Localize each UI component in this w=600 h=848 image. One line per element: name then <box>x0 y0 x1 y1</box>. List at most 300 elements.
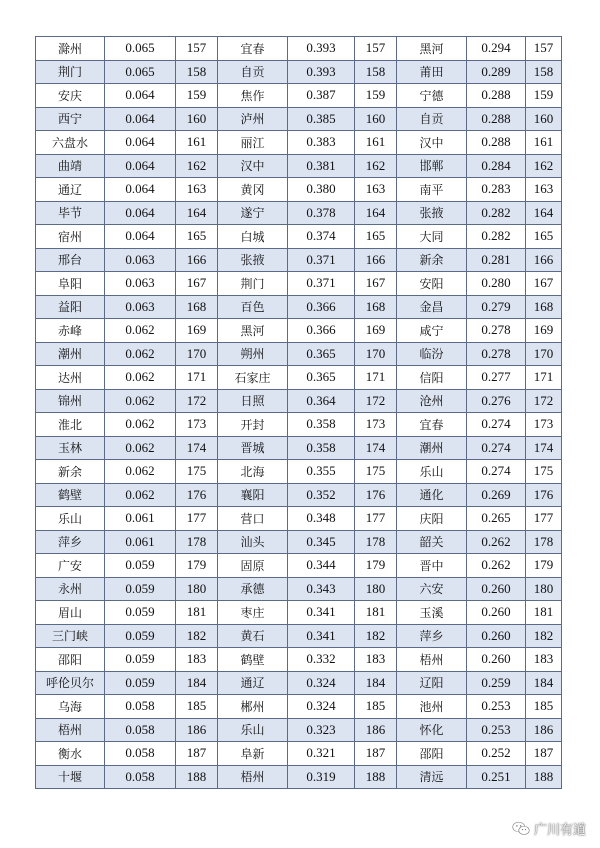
cell-city: 襄阳 <box>218 483 288 507</box>
cell-city: 通辽 <box>218 671 288 695</box>
cell-rank: 170 <box>176 342 218 366</box>
cell-score: 0.058 <box>105 765 176 789</box>
cell-score: 0.288 <box>467 131 526 155</box>
cell-city: 庆阳 <box>397 507 467 531</box>
table-row <box>36 225 562 249</box>
cell-rank: 162 <box>526 154 562 178</box>
cell-city: 宜春 <box>218 37 288 61</box>
cell-score: 0.276 <box>467 389 526 413</box>
cell-city: 黄石 <box>218 624 288 648</box>
cell-city: 韶关 <box>397 530 467 554</box>
cell-rank: 164 <box>355 201 397 225</box>
cell-score: 0.281 <box>467 248 526 272</box>
cell-rank: 186 <box>355 718 397 742</box>
cell-score: 0.274 <box>467 436 526 460</box>
cell-score: 0.062 <box>105 460 176 484</box>
cell-city: 三门峡 <box>36 624 105 648</box>
cell-score: 0.279 <box>467 295 526 319</box>
cell-rank: 160 <box>526 107 562 131</box>
cell-city: 安庆 <box>36 84 105 108</box>
table-row <box>36 154 562 178</box>
cell-city: 十堰 <box>36 765 105 789</box>
cell-city: 枣庄 <box>218 601 288 625</box>
cell-score: 0.252 <box>467 742 526 766</box>
cell-score: 0.061 <box>105 507 176 531</box>
cell-city: 安阳 <box>397 272 467 296</box>
cell-score: 0.282 <box>467 201 526 225</box>
cell-score: 0.366 <box>288 295 355 319</box>
cell-rank: 171 <box>355 366 397 390</box>
cell-score: 0.393 <box>288 60 355 84</box>
cell-score: 0.059 <box>105 624 176 648</box>
cell-city: 晋城 <box>218 436 288 460</box>
cell-city: 张掖 <box>218 248 288 272</box>
cell-city: 清远 <box>397 765 467 789</box>
cell-city: 承德 <box>218 577 288 601</box>
cell-score: 0.062 <box>105 389 176 413</box>
cell-rank: 174 <box>355 436 397 460</box>
table-row <box>36 178 562 202</box>
cell-score: 0.262 <box>467 530 526 554</box>
cell-score: 0.274 <box>467 413 526 437</box>
cell-score: 0.262 <box>467 554 526 578</box>
cell-rank: 168 <box>355 295 397 319</box>
cell-city: 通辽 <box>36 178 105 202</box>
cell-score: 0.059 <box>105 554 176 578</box>
cell-score: 0.064 <box>105 154 176 178</box>
cell-rank: 173 <box>176 413 218 437</box>
cell-rank: 181 <box>355 601 397 625</box>
cell-rank: 164 <box>526 201 562 225</box>
cell-rank: 174 <box>526 436 562 460</box>
cell-score: 0.366 <box>288 319 355 343</box>
cell-score: 0.260 <box>467 577 526 601</box>
cell-score: 0.062 <box>105 319 176 343</box>
ranking-table <box>35 36 562 789</box>
cell-rank: 166 <box>355 248 397 272</box>
cell-city: 黑河 <box>397 37 467 61</box>
cell-rank: 176 <box>526 483 562 507</box>
cell-score: 0.251 <box>467 765 526 789</box>
cell-score: 0.058 <box>105 742 176 766</box>
table-row <box>36 319 562 343</box>
cell-city: 乐山 <box>397 460 467 484</box>
cell-city: 梧州 <box>218 765 288 789</box>
cell-city: 固原 <box>218 554 288 578</box>
cell-score: 0.058 <box>105 695 176 719</box>
cell-score: 0.365 <box>288 366 355 390</box>
cell-score: 0.341 <box>288 624 355 648</box>
cell-city: 阜新 <box>218 742 288 766</box>
cell-score: 0.355 <box>288 460 355 484</box>
cell-score: 0.063 <box>105 272 176 296</box>
cell-score: 0.319 <box>288 765 355 789</box>
cell-rank: 177 <box>176 507 218 531</box>
cell-score: 0.064 <box>105 225 176 249</box>
cell-rank: 179 <box>526 554 562 578</box>
table-row <box>36 695 562 719</box>
cell-score: 0.253 <box>467 695 526 719</box>
cell-rank: 183 <box>526 648 562 672</box>
cell-city: 张掖 <box>397 201 467 225</box>
cell-score: 0.061 <box>105 530 176 554</box>
cell-rank: 183 <box>355 648 397 672</box>
cell-rank: 186 <box>526 718 562 742</box>
cell-score: 0.059 <box>105 577 176 601</box>
cell-rank: 165 <box>355 225 397 249</box>
cell-rank: 168 <box>176 295 218 319</box>
cell-rank: 168 <box>526 295 562 319</box>
cell-rank: 158 <box>526 60 562 84</box>
table-row <box>36 342 562 366</box>
cell-city: 乌海 <box>36 695 105 719</box>
cell-score: 0.380 <box>288 178 355 202</box>
cell-score: 0.062 <box>105 413 176 437</box>
cell-rank: 185 <box>176 695 218 719</box>
cell-city: 焦作 <box>218 84 288 108</box>
cell-score: 0.274 <box>467 460 526 484</box>
cell-score: 0.253 <box>467 718 526 742</box>
cell-rank: 161 <box>526 131 562 155</box>
cell-score: 0.282 <box>467 225 526 249</box>
cell-score: 0.260 <box>467 601 526 625</box>
cell-city: 北海 <box>218 460 288 484</box>
cell-city: 遂宁 <box>218 201 288 225</box>
table-row <box>36 671 562 695</box>
cell-rank: 171 <box>526 366 562 390</box>
cell-city: 荆门 <box>218 272 288 296</box>
cell-rank: 161 <box>176 131 218 155</box>
cell-rank: 176 <box>176 483 218 507</box>
cell-rank: 164 <box>176 201 218 225</box>
cell-rank: 170 <box>526 342 562 366</box>
cell-rank: 181 <box>176 601 218 625</box>
cell-score: 0.288 <box>467 84 526 108</box>
cell-rank: 162 <box>355 154 397 178</box>
cell-score: 0.385 <box>288 107 355 131</box>
cell-city: 营口 <box>218 507 288 531</box>
cell-score: 0.280 <box>467 272 526 296</box>
cell-rank: 188 <box>176 765 218 789</box>
cell-rank: 178 <box>355 530 397 554</box>
cell-rank: 172 <box>355 389 397 413</box>
cell-rank: 159 <box>526 84 562 108</box>
table-row <box>36 483 562 507</box>
table-row <box>36 131 562 155</box>
cell-score: 0.278 <box>467 319 526 343</box>
cell-city: 毕节 <box>36 201 105 225</box>
cell-rank: 178 <box>176 530 218 554</box>
cell-city: 邢台 <box>36 248 105 272</box>
cell-rank: 181 <box>526 601 562 625</box>
table-body <box>36 37 562 789</box>
table-row <box>36 436 562 460</box>
cell-city: 呼伦贝尔 <box>36 671 105 695</box>
cell-rank: 167 <box>176 272 218 296</box>
cell-score: 0.283 <box>467 178 526 202</box>
cell-score: 0.265 <box>467 507 526 531</box>
cell-score: 0.062 <box>105 366 176 390</box>
cell-rank: 182 <box>176 624 218 648</box>
cell-score: 0.062 <box>105 483 176 507</box>
cell-rank: 165 <box>176 225 218 249</box>
cell-rank: 174 <box>176 436 218 460</box>
cell-score: 0.064 <box>105 178 176 202</box>
cell-city: 萍乡 <box>397 624 467 648</box>
table-row <box>36 248 562 272</box>
cell-score: 0.381 <box>288 154 355 178</box>
cell-city: 乐山 <box>36 507 105 531</box>
cell-rank: 161 <box>355 131 397 155</box>
cell-rank: 184 <box>526 671 562 695</box>
cell-city: 赤峰 <box>36 319 105 343</box>
cell-score: 0.343 <box>288 577 355 601</box>
cell-city: 辽阳 <box>397 671 467 695</box>
cell-rank: 175 <box>526 460 562 484</box>
cell-city: 咸宁 <box>397 319 467 343</box>
cell-city: 汉中 <box>397 131 467 155</box>
cell-score: 0.063 <box>105 248 176 272</box>
table-row <box>36 624 562 648</box>
cell-score: 0.059 <box>105 648 176 672</box>
cell-city: 汉中 <box>218 154 288 178</box>
cell-score: 0.278 <box>467 342 526 366</box>
cell-rank: 160 <box>355 107 397 131</box>
cell-city: 新余 <box>36 460 105 484</box>
cell-city: 自贡 <box>397 107 467 131</box>
cell-score: 0.371 <box>288 272 355 296</box>
cell-rank: 172 <box>176 389 218 413</box>
cell-city: 莆田 <box>397 60 467 84</box>
cell-rank: 175 <box>176 460 218 484</box>
table-row <box>36 107 562 131</box>
cell-score: 0.324 <box>288 671 355 695</box>
table-row <box>36 530 562 554</box>
cell-score: 0.324 <box>288 695 355 719</box>
cell-city: 大同 <box>397 225 467 249</box>
table-row <box>36 577 562 601</box>
cell-rank: 184 <box>176 671 218 695</box>
cell-city: 百色 <box>218 295 288 319</box>
cell-city: 宁德 <box>397 84 467 108</box>
cell-rank: 175 <box>355 460 397 484</box>
cell-score: 0.062 <box>105 342 176 366</box>
cell-city: 潮州 <box>36 342 105 366</box>
cell-city: 南平 <box>397 178 467 202</box>
cell-rank: 178 <box>526 530 562 554</box>
cell-city: 广安 <box>36 554 105 578</box>
cell-rank: 158 <box>176 60 218 84</box>
cell-score: 0.374 <box>288 225 355 249</box>
cell-score: 0.260 <box>467 624 526 648</box>
cell-city: 永州 <box>36 577 105 601</box>
cell-city: 眉山 <box>36 601 105 625</box>
cell-score: 0.288 <box>467 107 526 131</box>
cell-score: 0.064 <box>105 84 176 108</box>
cell-rank: 171 <box>176 366 218 390</box>
cell-rank: 185 <box>526 695 562 719</box>
cell-rank: 159 <box>176 84 218 108</box>
table-row <box>36 84 562 108</box>
cell-city: 晋中 <box>397 554 467 578</box>
cell-city: 益阳 <box>36 295 105 319</box>
cell-rank: 167 <box>526 272 562 296</box>
table-row <box>36 272 562 296</box>
cell-rank: 187 <box>526 742 562 766</box>
cell-city: 信阳 <box>397 366 467 390</box>
cell-rank: 162 <box>176 154 218 178</box>
cell-score: 0.371 <box>288 248 355 272</box>
cell-score: 0.064 <box>105 201 176 225</box>
cell-city: 郴州 <box>218 695 288 719</box>
watermark-text: 广川有道 <box>533 823 586 838</box>
cell-rank: 179 <box>176 554 218 578</box>
cell-score: 0.063 <box>105 295 176 319</box>
table-row <box>36 366 562 390</box>
cell-city: 锦州 <box>36 389 105 413</box>
cell-rank: 166 <box>176 248 218 272</box>
cell-city: 梧州 <box>36 718 105 742</box>
table-row <box>36 507 562 531</box>
cell-city: 乐山 <box>218 718 288 742</box>
cell-score: 0.064 <box>105 107 176 131</box>
cell-city: 邯郸 <box>397 154 467 178</box>
cell-rank: 177 <box>355 507 397 531</box>
cell-score: 0.393 <box>288 37 355 61</box>
cell-score: 0.269 <box>467 483 526 507</box>
cell-rank: 157 <box>526 37 562 61</box>
cell-rank: 160 <box>176 107 218 131</box>
table-row <box>36 718 562 742</box>
table-row <box>36 60 562 84</box>
table-row <box>36 554 562 578</box>
cell-city: 淮北 <box>36 413 105 437</box>
cell-score: 0.344 <box>288 554 355 578</box>
table-row <box>36 201 562 225</box>
cell-rank: 165 <box>526 225 562 249</box>
cell-score: 0.065 <box>105 37 176 61</box>
cell-rank: 169 <box>526 319 562 343</box>
cell-rank: 176 <box>355 483 397 507</box>
cell-score: 0.259 <box>467 671 526 695</box>
cell-city: 泸州 <box>218 107 288 131</box>
cell-city: 黑河 <box>218 319 288 343</box>
table-row <box>36 295 562 319</box>
cell-score: 0.332 <box>288 648 355 672</box>
cell-score: 0.358 <box>288 436 355 460</box>
watermark <box>512 819 586 838</box>
cell-city: 宿州 <box>36 225 105 249</box>
cell-rank: 169 <box>355 319 397 343</box>
cell-city: 西宁 <box>36 107 105 131</box>
cell-score: 0.065 <box>105 60 176 84</box>
cell-rank: 188 <box>526 765 562 789</box>
cell-city: 金昌 <box>397 295 467 319</box>
cell-city: 六盘水 <box>36 131 105 155</box>
table-row <box>36 742 562 766</box>
cell-city: 六安 <box>397 577 467 601</box>
cell-city: 丽江 <box>218 131 288 155</box>
cell-city: 荆门 <box>36 60 105 84</box>
table-row <box>36 601 562 625</box>
table-row <box>36 648 562 672</box>
cell-city: 衡水 <box>36 742 105 766</box>
cell-rank: 179 <box>355 554 397 578</box>
cell-rank: 172 <box>526 389 562 413</box>
cell-rank: 183 <box>176 648 218 672</box>
cell-city: 曲靖 <box>36 154 105 178</box>
cell-score: 0.364 <box>288 389 355 413</box>
cell-city: 潮州 <box>397 436 467 460</box>
cell-rank: 163 <box>176 178 218 202</box>
cell-score: 0.294 <box>467 37 526 61</box>
cell-rank: 157 <box>355 37 397 61</box>
cell-city: 通化 <box>397 483 467 507</box>
cell-city: 池州 <box>397 695 467 719</box>
cell-city: 临汾 <box>397 342 467 366</box>
cell-rank: 163 <box>355 178 397 202</box>
table-row <box>36 37 562 61</box>
cell-city: 开封 <box>218 413 288 437</box>
cell-rank: 159 <box>355 84 397 108</box>
cell-score: 0.062 <box>105 436 176 460</box>
cell-city: 玉林 <box>36 436 105 460</box>
cell-score: 0.058 <box>105 718 176 742</box>
cell-score: 0.345 <box>288 530 355 554</box>
cell-rank: 169 <box>176 319 218 343</box>
cell-rank: 186 <box>176 718 218 742</box>
cell-rank: 187 <box>355 742 397 766</box>
cell-city: 自贡 <box>218 60 288 84</box>
cell-city: 邵阳 <box>36 648 105 672</box>
cell-score: 0.289 <box>467 60 526 84</box>
cell-score: 0.352 <box>288 483 355 507</box>
cell-score: 0.284 <box>467 154 526 178</box>
cell-city: 梧州 <box>397 648 467 672</box>
cell-rank: 180 <box>176 577 218 601</box>
cell-score: 0.387 <box>288 84 355 108</box>
table-row <box>36 389 562 413</box>
cell-city: 鹤壁 <box>218 648 288 672</box>
cell-score: 0.378 <box>288 201 355 225</box>
cell-score: 0.383 <box>288 131 355 155</box>
cell-rank: 184 <box>355 671 397 695</box>
cell-rank: 177 <box>526 507 562 531</box>
cell-city: 新余 <box>397 248 467 272</box>
cell-city: 达州 <box>36 366 105 390</box>
cell-score: 0.365 <box>288 342 355 366</box>
cell-city: 沧州 <box>397 389 467 413</box>
cell-rank: 166 <box>526 248 562 272</box>
cell-rank: 180 <box>526 577 562 601</box>
cell-rank: 173 <box>355 413 397 437</box>
cell-score: 0.358 <box>288 413 355 437</box>
wechat-icon <box>512 821 530 836</box>
cell-score: 0.064 <box>105 131 176 155</box>
cell-city: 邵阳 <box>397 742 467 766</box>
cell-rank: 163 <box>526 178 562 202</box>
cell-rank: 185 <box>355 695 397 719</box>
cell-rank: 167 <box>355 272 397 296</box>
table-row <box>36 765 562 789</box>
cell-city: 汕头 <box>218 530 288 554</box>
cell-city: 石家庄 <box>218 366 288 390</box>
cell-score: 0.059 <box>105 601 176 625</box>
cell-city: 萍乡 <box>36 530 105 554</box>
cell-score: 0.323 <box>288 718 355 742</box>
cell-city: 朔州 <box>218 342 288 366</box>
cell-rank: 173 <box>526 413 562 437</box>
